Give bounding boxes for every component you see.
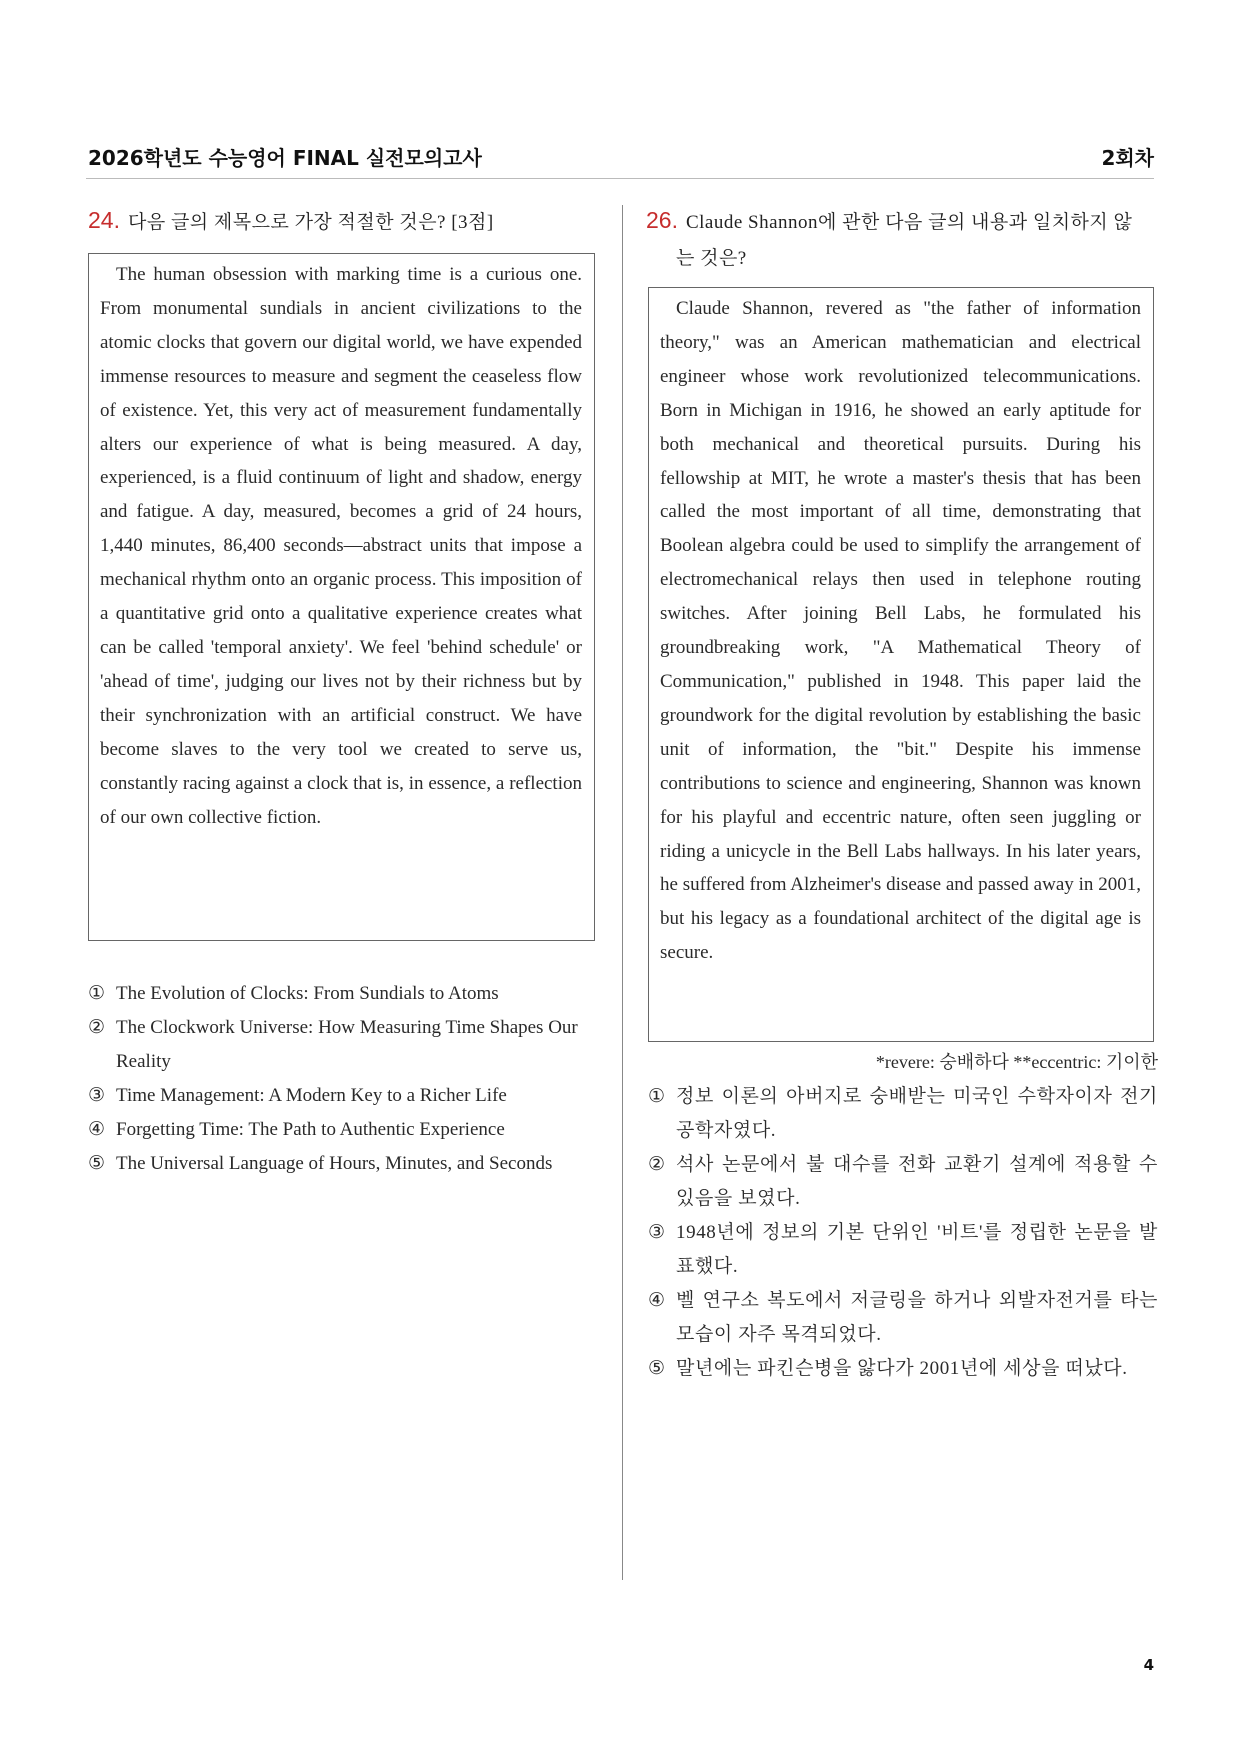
question-number: 26. bbox=[646, 207, 678, 233]
question-26-passage bbox=[648, 287, 1154, 1042]
option-text: 벨 연구소 복도에서 저글링을 하거나 외발자전거를 타는 모습이 자주 목격되었다. bbox=[676, 1290, 1158, 1345]
option-mark: ⑤ bbox=[88, 1153, 106, 1174]
option-1[interactable] bbox=[88, 977, 588, 1011]
option-mark: ② bbox=[648, 1154, 666, 1175]
exam-title: 2026학년도 수능영어 FINAL 실전모의고사 bbox=[88, 146, 482, 170]
column-divider bbox=[622, 205, 623, 1580]
question-26-prompt bbox=[646, 202, 1156, 277]
question-prompt: Claude Shannon에 관한 다음 글의 내용과 일치하지 않 bbox=[685, 212, 1133, 233]
option-mark: ⑤ bbox=[648, 1358, 666, 1379]
option-text: The Clockwork Universe: How Measuring Time Shapes Our Reality bbox=[116, 1017, 578, 1072]
option-mark: ④ bbox=[648, 1290, 666, 1311]
header-divider bbox=[86, 178, 1154, 179]
option-text: Time Management: A Modern Key to a Richer Life bbox=[116, 1085, 507, 1106]
question-prompt: 다음 글의 제목으로 가장 적절한 것은? [3점] bbox=[127, 212, 494, 233]
option-1[interactable] bbox=[648, 1080, 1158, 1148]
option-4[interactable] bbox=[648, 1284, 1158, 1352]
option-text: 석사 논문에서 불 대수를 전화 교환기 설계에 적용할 수 있음을 보였다. bbox=[676, 1154, 1158, 1209]
option-mark: ④ bbox=[88, 1119, 106, 1140]
question-26-options bbox=[648, 1080, 1158, 1386]
option-5[interactable] bbox=[648, 1352, 1158, 1386]
option-mark: ① bbox=[88, 983, 106, 1004]
option-mark: ③ bbox=[88, 1085, 106, 1106]
option-text: The Universal Language of Hours, Minutes, and Seconds bbox=[116, 1153, 553, 1174]
option-4[interactable] bbox=[88, 1113, 588, 1147]
question-24-passage bbox=[88, 253, 595, 941]
question-prompt-continued: 는 것은? bbox=[676, 248, 747, 269]
page-number: 4 bbox=[1143, 1656, 1154, 1674]
question-24-options bbox=[88, 977, 588, 1181]
vocabulary-footnote: *revere: 숭배하다 **eccentric: 기이한 bbox=[875, 1052, 1158, 1072]
exam-session: 2회차 bbox=[1101, 146, 1154, 170]
option-2[interactable] bbox=[88, 1011, 588, 1079]
option-2[interactable] bbox=[648, 1148, 1158, 1216]
question-24-prompt bbox=[88, 202, 608, 241]
option-text: 정보 이론의 아버지로 숭배받는 미국인 수학자이자 전기공학자였다. bbox=[676, 1086, 1158, 1141]
option-mark: ③ bbox=[648, 1222, 666, 1243]
question-number: 24. bbox=[88, 207, 120, 233]
option-text: 말년에는 파킨슨병을 앓다가 2001년에 세상을 떠났다. bbox=[676, 1358, 1128, 1379]
option-mark: ② bbox=[88, 1017, 106, 1038]
option-text: Forgetting Time: The Path to Authentic Experience bbox=[116, 1119, 505, 1140]
option-mark: ① bbox=[648, 1086, 666, 1107]
option-3[interactable] bbox=[648, 1216, 1158, 1284]
option-text: 1948년에 정보의 기본 단위인 '비트'를 정립한 논문을 발표했다. bbox=[676, 1222, 1158, 1277]
passage-text: Claude Shannon, revered as "the father of information theory," was an American mathematician and electrical engineer whose work revolutionized telecommunications. Born in Michigan in 1916, he showed an early aptitude for both mechanical and theoretical pursuits. During his fellowship at MIT, he wrote a master's thesis that has been called the most important of all time, demonstrating that Boolean algebra could be used to simplify the arrangement of electromechanical relays then used in telephone routing switches. After joining Bell Labs, he formulated his groundbreaking work, "A Mathematical Theory of Communication," published in 1948. This paper laid the groundwork for the digital revolution by establishing the basic unit of information, the "bit." Despite his immense contributions to science and engineering, Shannon was known for his playful and eccentric nature, often seen juggling or riding a unicycle in the Bell Labs hallways. In his later years, he suffered from Alzheimer's disease and passed away in 2001, but his legacy as a foundational architect of the digital age is secure. bbox=[660, 298, 1141, 964]
option-text: The Evolution of Clocks: From Sundials to Atoms bbox=[116, 983, 499, 1004]
passage-text: The human obsession with marking time is a curious one. From monumental sundials in ancient civilizations to the atomic clocks that govern our digital world, we have expended immense resources to measure and segment the ceaseless flow of existence. Yet, this very act of measurement fundamentally alters our experience of what is being measured. A day, experienced, is a fluid continuum of light and shadow, energy and fatigue. A day, measured, becomes a grid of 24 hours, 1,440 minutes, 86,400 seconds—abstract units that impose a mechanical rhythm onto an organic process. This imposition of a quantitative grid onto a qualitative experience creates what can be called 'temporal anxiety'. We feel 'behind schedule' or 'ahead of time', judging our lives not by their richness but by their synchronization with an artificial construct. We have become slaves to the very tool we created to serve us, constantly racing against a clock that is, in essence, a reflection of our own collective fiction. bbox=[100, 264, 582, 828]
option-3[interactable] bbox=[88, 1079, 588, 1113]
option-5[interactable] bbox=[88, 1147, 588, 1181]
